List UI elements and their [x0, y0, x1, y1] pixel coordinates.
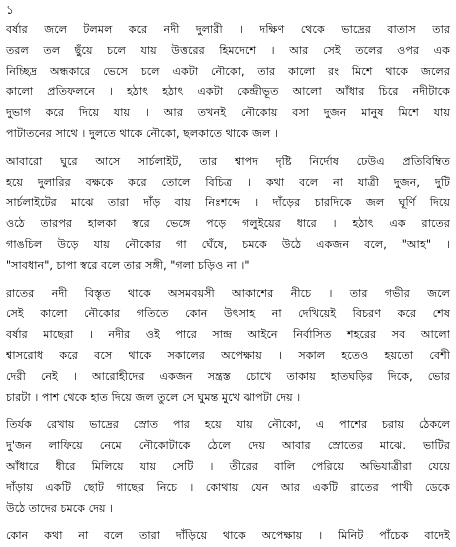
paragraph-2 — [6, 152, 450, 277]
text-line: সার্চলাইটের মাঝে তারা দাঁড় বায় নিঃশব্দে । দাঁড়ের চারদিকে জল ঘূর্ণি দিয়ে — [6, 196, 450, 210]
text-line: দুভাগ করে দিয়ে যায় । আর তখনই নৌকোয় বসা দুজন মানুষ মিশে যায় — [6, 106, 450, 120]
text-line: দু'জন লাফিয়ে নেমে নৌকোটাকে ঠেলে দেয় আবার স্রোতের মাঝে. ভাটির — [6, 439, 450, 453]
text-line: হয়ে দুলারির বক্ষকে করে তোলে বিচিত্র । কথা বলে না যাত্রী দুজন, দুটি — [6, 175, 450, 189]
text-line: সেই কালো নৌকোর গতিতে কোন উৎসাহ না দেখিয়েই বিচরণ করে শেষ — [6, 307, 450, 321]
paragraph-5 — [6, 526, 450, 547]
text-line: তির্যক রেখায় ভাদ্রের স্রোত পার হয়ে যায় নৌকো, এ পাশের চরায় ঠেকলে — [6, 418, 450, 432]
text-line: তরল তল ছুঁয়ে চলে যায় উত্তরের হিমদেশে । আর সেই তলের ওপর এক — [6, 43, 450, 57]
text-line: বর্ষার জলে টলমল করে নদী দুলারী । দক্ষিণ থেকে ভাদ্রের বাতাস তার — [6, 23, 450, 36]
text-line: নিচ্ছিদ্র অন্ধকারে ভেসে চলে একটা নৌকো, তার কালো রং মিশে থাকে জলের — [6, 64, 450, 78]
page-number: ১ — [6, 3, 14, 17]
paragraph-1 — [6, 20, 450, 145]
text-line: শ্বাসরোধ করে বসে থাকে সকালের অপেক্ষায় । সকাল হতেও হয়তো বেশী — [6, 348, 450, 362]
text-line: আঁধারে ধীরে মিলিয়ে যায় সেটি । তীরের বালি পেরিয়ে অভিযাত্রীরা যেয়ে — [6, 459, 450, 473]
text-line: বর্ষার মাছেরা । নদীর ওই পারে সান্দ্র আইনে নির্বাসিত শহরের সব আলো — [6, 328, 450, 342]
text-line: "সাবধান", চাপা স্বরে বলে তার সঙ্গী, "গলা চড়িও না ।" — [6, 258, 250, 272]
text-line: রাতের নদী বিস্তৃত থাকে অসমবয়সী আকাশের নীচে । তার গভীর জলে — [6, 286, 450, 300]
text-line: গাঙচিল উড়ে যায় নৌকোর গা ঘেঁষে, চমকে উঠে একজন বলে, "আহ" । — [6, 237, 450, 251]
paragraph-3 — [6, 284, 450, 409]
text-line: আবারো ঘুরে আসে সার্চলাইট, তার শ্বাপদ দৃষ্টি নির্দোষ ঢেউএ প্রতিবিম্বিত — [6, 154, 450, 168]
text-line: দাঁড়ায় একটি ছোট গাছের নিচে । কোথায় যেন আর একটি রাতের পাখী ডেকে — [6, 480, 450, 494]
text-line: উঠে তাদের চমকে দেয় । — [6, 501, 114, 515]
text-line: দেরী নেই । আরোহীদের একজন সন্ত্রস্ত চোখে তাকায় হাতঘড়ির দিকে, ভোর — [6, 369, 450, 383]
text-line: চারটা । পাশ থেকে হাত দিয়ে জল তুলে সে ঘুমন্ত মুখে ঝাপটা দেয় । — [6, 390, 301, 404]
text-line: কালো প্রতিফলনে । হঠাৎ হঠাৎ একটা কেন্দ্রীভূত আলো আঁধার চিরে নদীটাকে — [6, 85, 450, 99]
paragraph-4 — [6, 415, 450, 519]
text-line: কোন কথা না বলে তারা দাঁড়িয়ে থাকে অপেক্ষায় । মিনিট পাঁচেক বাদেই — [6, 529, 450, 543]
text-line: ওঠে তারপর হালকা স্বরে ভেঙ্গে পড়ে গলুইয়ের ধারে । হঠাৎ এক রাতের — [6, 217, 450, 231]
text-line: পাটাতনের সাথে । দুলতে থাকে নৌকো, ছলকাতে থাকে জল । — [6, 126, 278, 140]
